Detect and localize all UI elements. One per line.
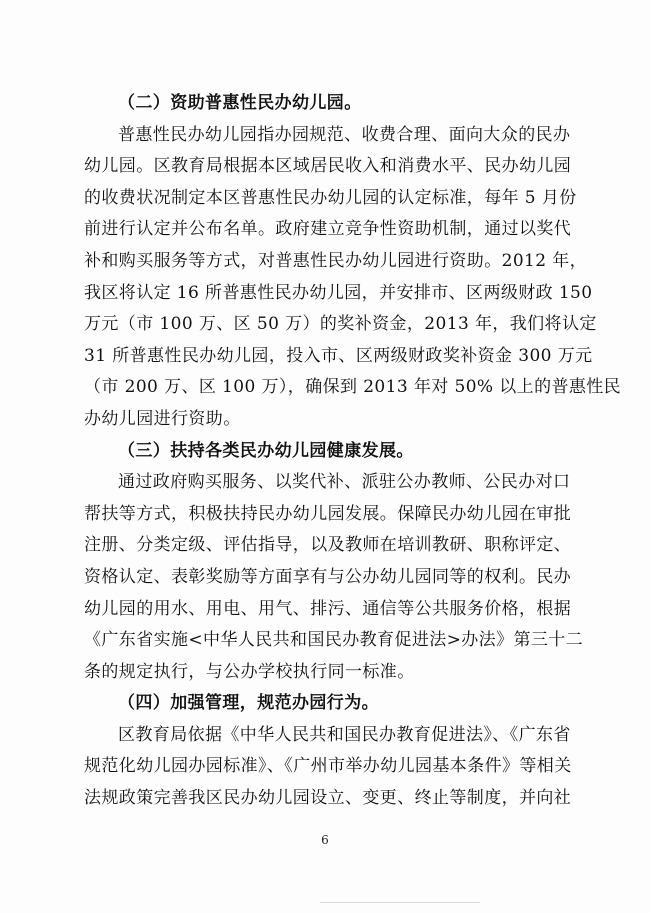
paragraph-line: 的收费状况制定本区普惠性民办幼儿园的认定标准，每年 5 月份 <box>84 187 577 208</box>
section-heading: （四）加强管理，规范办园行为。 <box>118 693 379 714</box>
paragraph-line: 幼儿园的用水、用电、用气、排污、通信等公共服务价格，根据 <box>84 598 572 619</box>
section-3 <box>84 436 589 689</box>
paragraph-line: 规范化幼儿园办园标准》、《广州市举办幼儿园基本条件》等相关 <box>84 756 572 777</box>
paragraph-line: 帮扶等方式，积极扶持民办幼儿园发展。保障民办幼儿园在审批 <box>84 503 572 524</box>
paragraph-line: 普惠性民办幼儿园指办园规范、收费合理、面向大众的民办 <box>118 124 571 145</box>
paragraph-line: 办幼儿园进行资助。 <box>84 408 241 429</box>
paragraph-line: 通过政府购买服务、以奖代补、派驻公办教师、公民办对口 <box>118 472 571 493</box>
paragraph-line: 31 所普惠性民办幼儿园，投入市、区两级财政奖补资金 300 万元 <box>84 345 593 366</box>
paragraph-line: 资格认定、表彰奖励等方面享有与公办幼儿园同等的权利。民办 <box>84 566 572 587</box>
paragraph-line: 《广东省实施<中华人民共和国民办教育促进法>办法》第三十二 <box>84 630 584 651</box>
section-2 <box>84 88 622 436</box>
paragraph-line: 注册、分类定级、评估指导，以及教师在培训教研、职称评定、 <box>84 535 572 556</box>
section-heading: （二）资助普惠性民办幼儿园。 <box>118 93 362 113</box>
paragraph-line: 我区将认定 16 所普惠性民办幼儿园，并安排市、区两级财政 150 <box>84 282 593 303</box>
paragraph-line: 幼儿园。区教育局根据本区域居民收入和消费水平、民办幼儿园 <box>84 156 572 177</box>
paragraph-line: 补和购买服务等方式，对普惠性民办幼儿园进行资助。2012 年， <box>84 250 588 271</box>
section-4 <box>84 688 589 814</box>
paragraph-line: 法规政策完善我区民办幼儿园设立、变更、终止等制度，并向社 <box>84 788 572 809</box>
paragraph-line: 前进行认定并公布名单。政府建立竞争性资助机制，通过以奖代 <box>84 219 572 240</box>
paragraph-line: （市 200 万、区 100 万），确保到 2013 年对 50% 以上的普惠性民 <box>84 377 622 398</box>
section-heading: （三）扶持各类民办幼儿园健康发展。 <box>118 440 414 461</box>
paragraph-line: 万元（市 100 万、区 50 万）的奖补资金，2013 年，我们将认定 <box>84 314 597 335</box>
paragraph-line: 条的规定执行，与公办学校执行同一标准。 <box>84 661 415 682</box>
scan-edge-line <box>320 902 480 903</box>
page-number: 6 <box>321 833 329 847</box>
paragraph-line: 区教育局依据《中华人民共和国民办教育促进法》、《广东省 <box>118 724 571 745</box>
document-body <box>84 88 622 815</box>
